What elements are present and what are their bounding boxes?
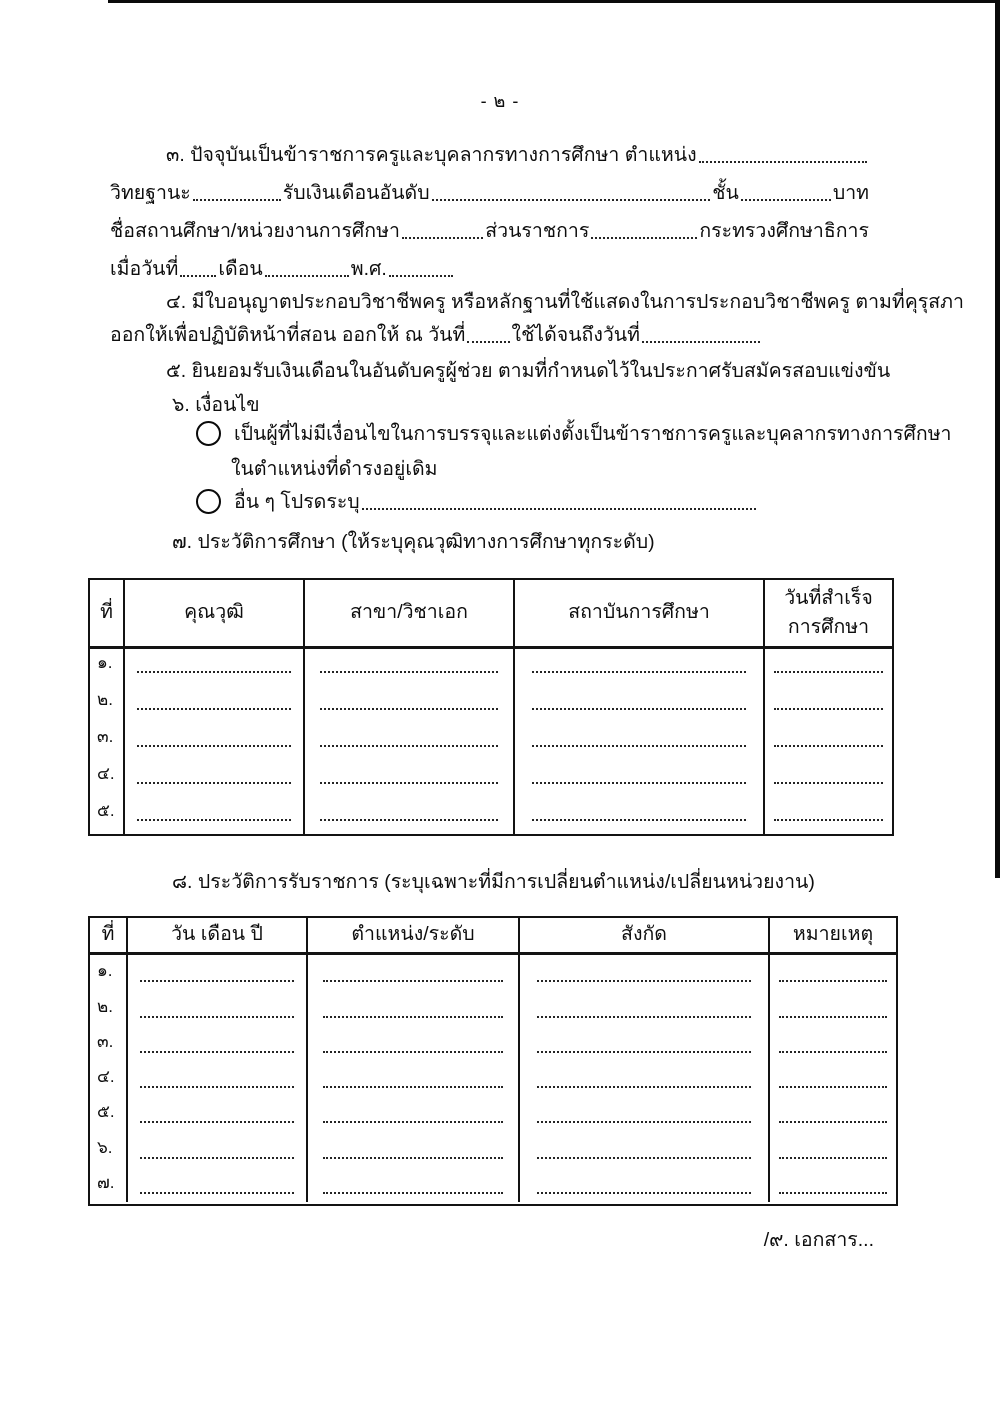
fill-cell bbox=[765, 723, 892, 760]
fill-cell bbox=[515, 723, 765, 760]
fill-cell bbox=[520, 990, 770, 1025]
fill-cell bbox=[515, 686, 765, 723]
table-row bbox=[90, 1026, 896, 1061]
label-school-name: ชื่อสถานศึกษา/หน่วยงานการศึกษา bbox=[110, 220, 400, 242]
education-history-table bbox=[88, 578, 894, 836]
fill-cell bbox=[125, 723, 305, 760]
condition-option-1-label: เป็นผู้ที่ไม่มีเงื่อนไขในการบรรจุและแต่งตั้งเป็นข้าราชการครูและบุคลากรทางการศึกษา bbox=[234, 423, 952, 445]
table-row bbox=[90, 723, 892, 760]
item5-text: ๕. ยินยอมรับเงินเดือนในอันดับครูผู้ช่วย ตามที่กำหนดไว้ในประกาศรับสมัครสอบแข่งขัน bbox=[166, 360, 891, 382]
label-year-be: พ.ศ. bbox=[350, 258, 387, 280]
fill-line-academic-standing bbox=[193, 195, 281, 201]
label-academic-standing: วิทยฐานะ bbox=[110, 182, 191, 204]
table-row bbox=[90, 990, 896, 1025]
condition-option-1 bbox=[196, 421, 952, 447]
col-header-graduation-date bbox=[765, 580, 892, 646]
fill-cell bbox=[770, 955, 896, 990]
fill-line-day bbox=[180, 271, 216, 277]
label-on-date: เมื่อวันที่ bbox=[110, 258, 179, 280]
fill-cell bbox=[305, 760, 515, 797]
fill-cell bbox=[520, 1026, 770, 1061]
table-row bbox=[90, 1061, 896, 1096]
table-row bbox=[90, 649, 892, 686]
fill-cell bbox=[128, 1061, 308, 1096]
fill-cell bbox=[128, 1026, 308, 1061]
col-header-graduation-date-line2: การศึกษา bbox=[787, 616, 870, 638]
radio-circle-icon bbox=[196, 421, 221, 446]
fill-cell bbox=[520, 1061, 770, 1096]
col-header-remarks: หมายเหตุ bbox=[792, 923, 874, 946]
row-number: ๓. bbox=[90, 1026, 128, 1061]
fill-cell bbox=[128, 1096, 308, 1131]
fill-cell bbox=[305, 649, 515, 686]
fill-line-position bbox=[699, 157, 867, 163]
fill-cell bbox=[770, 1061, 896, 1096]
service-table-body bbox=[90, 955, 896, 1202]
col-header-position-level: ตำแหน่ง/ระดับ bbox=[308, 918, 520, 952]
continuation-note: /๙. เอกสาร... bbox=[763, 1229, 874, 1251]
education-table-header-row bbox=[90, 580, 892, 649]
fill-cell bbox=[128, 990, 308, 1025]
item3-line1 bbox=[166, 142, 869, 168]
row-number: ๔. bbox=[90, 760, 125, 797]
fill-cell bbox=[765, 686, 892, 723]
label-month: เดือน bbox=[218, 258, 263, 280]
fill-cell bbox=[308, 1131, 520, 1166]
label-ministry: กระทรวงศึกษาธิการ bbox=[699, 220, 869, 242]
scan-artifact-top-edge bbox=[108, 0, 1000, 3]
table-row bbox=[90, 797, 892, 834]
condition-option-2-label: อื่น ๆ โปรดระบุ bbox=[234, 491, 360, 513]
condition-option-1-label-line2: ในตำแหน่งที่ดำรงอยู่เดิม bbox=[231, 458, 438, 480]
row-number: ๓. bbox=[90, 723, 125, 760]
row-number: ๗. bbox=[90, 1167, 128, 1202]
fill-cell bbox=[515, 760, 765, 797]
fill-line-month bbox=[265, 271, 349, 277]
fill-cell bbox=[515, 649, 765, 686]
fill-cell bbox=[125, 797, 305, 834]
fill-cell bbox=[765, 797, 892, 834]
fill-cell bbox=[308, 1061, 520, 1096]
radio-circle-icon bbox=[196, 489, 221, 514]
service-table-header-row bbox=[90, 918, 896, 955]
fill-line-school-name bbox=[402, 233, 483, 239]
fill-cell bbox=[305, 723, 515, 760]
table-row bbox=[90, 760, 892, 797]
col-header-graduation-date-line1: วันที่สำเร็จ bbox=[784, 586, 873, 609]
fill-cell bbox=[305, 797, 515, 834]
fill-line-gov-section bbox=[591, 233, 697, 239]
col-header-no: ที่ bbox=[90, 580, 125, 646]
fill-cell bbox=[765, 760, 892, 797]
label-baht: บาท bbox=[832, 182, 869, 204]
row-number: ๒. bbox=[90, 990, 128, 1025]
table-row bbox=[90, 686, 892, 723]
label-valid-until: ใช้ได้จนถึงวันที่ bbox=[511, 324, 640, 346]
condition-option-2 bbox=[196, 489, 758, 515]
fill-cell bbox=[520, 1131, 770, 1166]
row-number: ๖. bbox=[90, 1131, 128, 1166]
service-history-table bbox=[88, 916, 898, 1206]
fill-cell bbox=[770, 1026, 896, 1061]
item3-line4 bbox=[110, 256, 455, 282]
fill-cell bbox=[128, 1167, 308, 1202]
item3-text: ๓. ปัจจุบันเป็นข้าราชการครูและบุคลากรทางการศึกษา ตำแหน่ง bbox=[166, 144, 697, 166]
row-number: ๒. bbox=[90, 686, 125, 723]
label-salary-level: รับเงินเดือนอันดับ bbox=[282, 182, 430, 204]
row-number: ๑. bbox=[90, 649, 125, 686]
fill-cell bbox=[125, 649, 305, 686]
fill-cell bbox=[128, 1131, 308, 1166]
fill-cell bbox=[520, 1096, 770, 1131]
fill-cell bbox=[770, 1131, 896, 1166]
scan-artifact-right-edge bbox=[995, 0, 1000, 878]
fill-cell bbox=[308, 1026, 520, 1061]
row-number: ๑. bbox=[90, 955, 128, 990]
fill-cell bbox=[308, 990, 520, 1025]
fill-cell bbox=[520, 1167, 770, 1202]
col-header-institution: สถาบันการศึกษา bbox=[515, 580, 765, 646]
col-header-qualification: คุณวุฒิ bbox=[125, 580, 305, 646]
fill-line-step bbox=[741, 195, 831, 201]
label-step: ชั้น bbox=[712, 182, 739, 204]
item6-text: ๖. เงื่อนไข bbox=[172, 394, 260, 416]
fill-cell bbox=[765, 649, 892, 686]
col-header-major: สาขา/วิชาเอก bbox=[305, 580, 515, 646]
row-number: ๕. bbox=[90, 797, 125, 834]
item4-text: ๔. มีใบอนุญาตประกอบวิชาชีพครู หรือหลักฐานที่ใช้แสดงในการประกอบวิชาชีพครู ตามที่คุรุสภา bbox=[166, 291, 964, 313]
item4-line1 bbox=[166, 289, 964, 315]
fill-cell bbox=[308, 1167, 520, 1202]
fill-cell bbox=[128, 955, 308, 990]
col-header-date: วัน เดือน ปี bbox=[128, 918, 308, 952]
fill-cell bbox=[770, 990, 896, 1025]
item7-heading: ๗. ประวัติการศึกษา (ให้ระบุคุณวุฒิทางการศึกษาทุกระดับ) bbox=[172, 531, 655, 553]
fill-cell bbox=[520, 955, 770, 990]
item4-line2 bbox=[110, 322, 762, 348]
item3-line2 bbox=[110, 180, 869, 206]
label-gov-section: ส่วนราชการ bbox=[485, 220, 590, 242]
table-row bbox=[90, 1096, 896, 1131]
fill-cell bbox=[515, 797, 765, 834]
education-table-body bbox=[90, 649, 892, 832]
item8-heading: ๘. ประวัติการรับราชการ (ระบุเฉพาะที่มีการเปลี่ยนตำแหน่ง/เปลี่ยนหน่วยงาน) bbox=[172, 871, 815, 893]
fill-line-issued-date bbox=[467, 337, 509, 343]
fill-line-other-specify bbox=[362, 504, 756, 510]
fill-cell bbox=[305, 686, 515, 723]
item3-line3 bbox=[110, 218, 869, 244]
fill-cell bbox=[770, 1167, 896, 1202]
label-issued-date: ออกให้เพื่อปฏิบัติหน้าที่สอน ออกให้ ณ วันที่ bbox=[110, 324, 466, 346]
fill-cell bbox=[308, 1096, 520, 1131]
table-row bbox=[90, 1167, 896, 1202]
col-header-affiliation: สังกัด bbox=[520, 918, 770, 952]
row-number: ๔. bbox=[90, 1061, 128, 1096]
table-row bbox=[90, 955, 896, 990]
col-header-no: ที่ bbox=[90, 918, 128, 952]
row-number: ๕. bbox=[90, 1096, 128, 1131]
fill-cell bbox=[308, 955, 520, 990]
fill-line-valid-until bbox=[642, 337, 760, 343]
fill-cell bbox=[770, 1096, 896, 1131]
table-row bbox=[90, 1131, 896, 1166]
fill-line-salary-level bbox=[432, 195, 711, 201]
fill-cell bbox=[125, 760, 305, 797]
fill-cell bbox=[125, 686, 305, 723]
fill-line-year bbox=[389, 271, 453, 277]
page-number: - ๒ - bbox=[480, 91, 520, 111]
